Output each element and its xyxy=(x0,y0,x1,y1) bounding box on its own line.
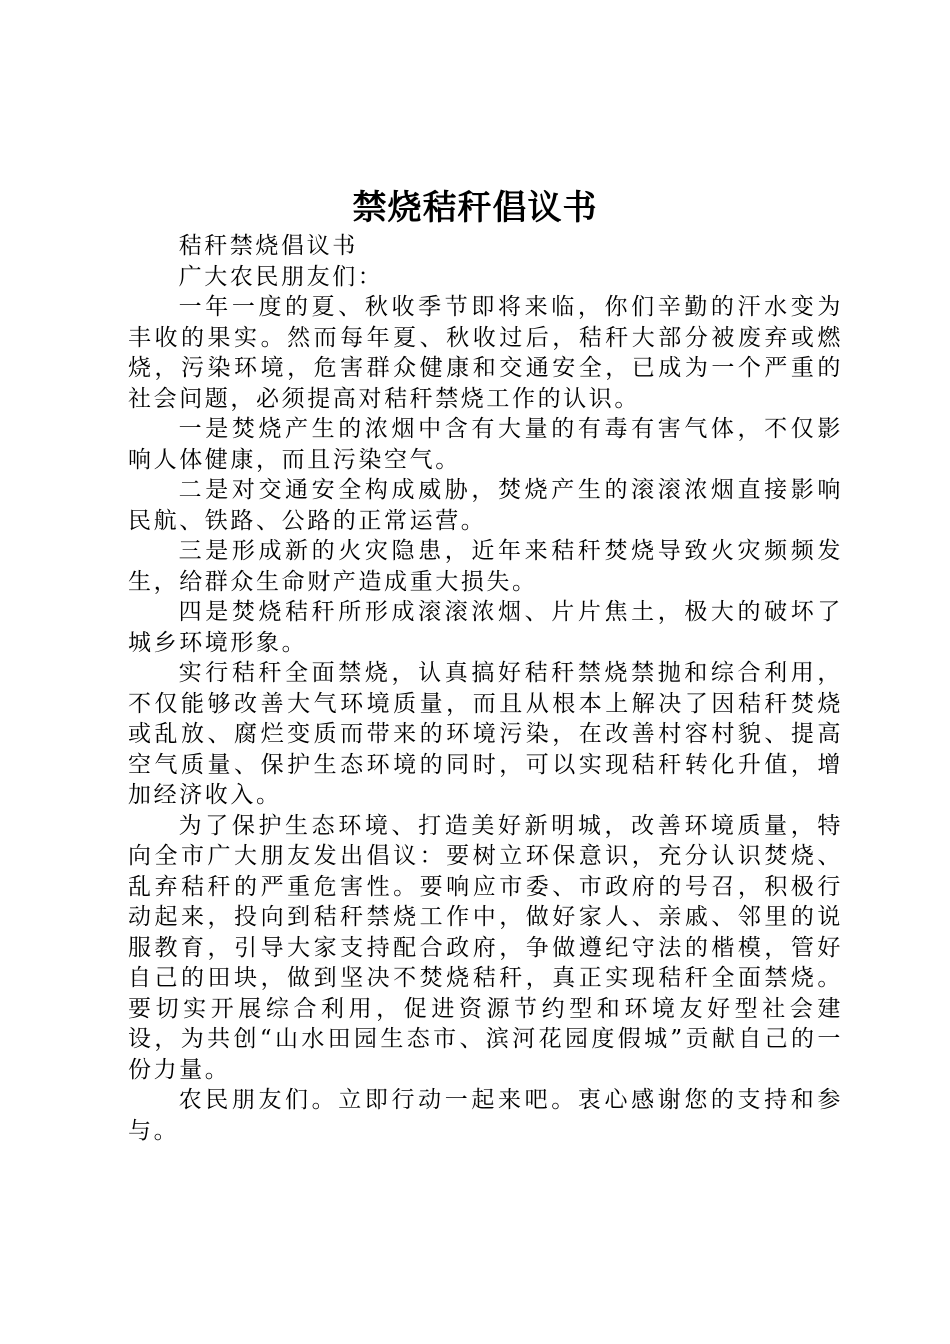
closing-paragraph: 农民朋友们。立即行动一起来吧。衷心感谢您的支持和参与。 xyxy=(128,1087,843,1144)
point-three-paragraph: 三是形成新的火灾隐患，近年来秸秆焚烧导致火灾频频发生，给群众生命财产造成重大损失。 xyxy=(128,538,843,595)
point-one-paragraph: 一是焚烧产生的浓烟中含有大量的有毒有害气体，不仅影响人体健康，而且污染空气。 xyxy=(128,416,843,473)
salutation: 广大农民朋友们： xyxy=(178,263,384,290)
point-two-paragraph: 二是对交通安全构成威胁，焚烧产生的滚滚浓烟直接影响民航、铁路、公路的正常运营。 xyxy=(128,477,843,534)
appeal-paragraph: 为了保护生态环境、打造美好新明城，改善环境质量，特向全市广大朋友发出倡议：要树立环保意识，充分认识焚烧、乱弃秸秆的严重危害性。要响应市委、市政府的号召，积极行动起来，投向到秸秆禁烧工作中，做好家人、亲戚、邻里的说服教育，引导大家支持配合政府，争做遵纪守法的楷模，管好自己的田块，做到坚决不焚烧秸秆，真正实现秸秆全面禁烧。要切实开展综合利用，促进资源节约型和环境友好型社会建设，为共创“山水田园生态市、滨河花园度假城”贡献自己的一份力量。 xyxy=(128,812,843,1083)
subtitle-line: 秸秆禁烧倡议书 xyxy=(178,233,358,259)
document-body xyxy=(128,231,843,1146)
document-title: 禁烧秸秆倡议书 xyxy=(352,188,598,228)
intro-paragraph: 一年一度的夏、秋收季节即将来临，你们辛勤的汗水变为丰收的果实。然而每年夏、秋收过后，秸秆大部分被废弃或燃烧，污染环境，危害群众健康和交通安全，已成为一个严重的社会问题，必须提高对秸秆禁烧工作的认识。 xyxy=(128,294,843,412)
point-four-paragraph: 四是焚烧秸秆所形成滚滚浓烟、片片焦土，极大的破坏了城乡环境形象。 xyxy=(128,599,843,656)
ban-benefits-paragraph: 实行秸秆全面禁烧，认真搞好秸秆禁烧禁抛和综合利用，不仅能够改善大气环境质量，而且从根本上解决了因秸秆焚烧或乱放、腐烂变质而带来的环境污染，在改善村容村貌、提高空气质量、保护生态环境的同时，可以实现秸秆转化升值，增加经济收入。 xyxy=(128,660,843,808)
